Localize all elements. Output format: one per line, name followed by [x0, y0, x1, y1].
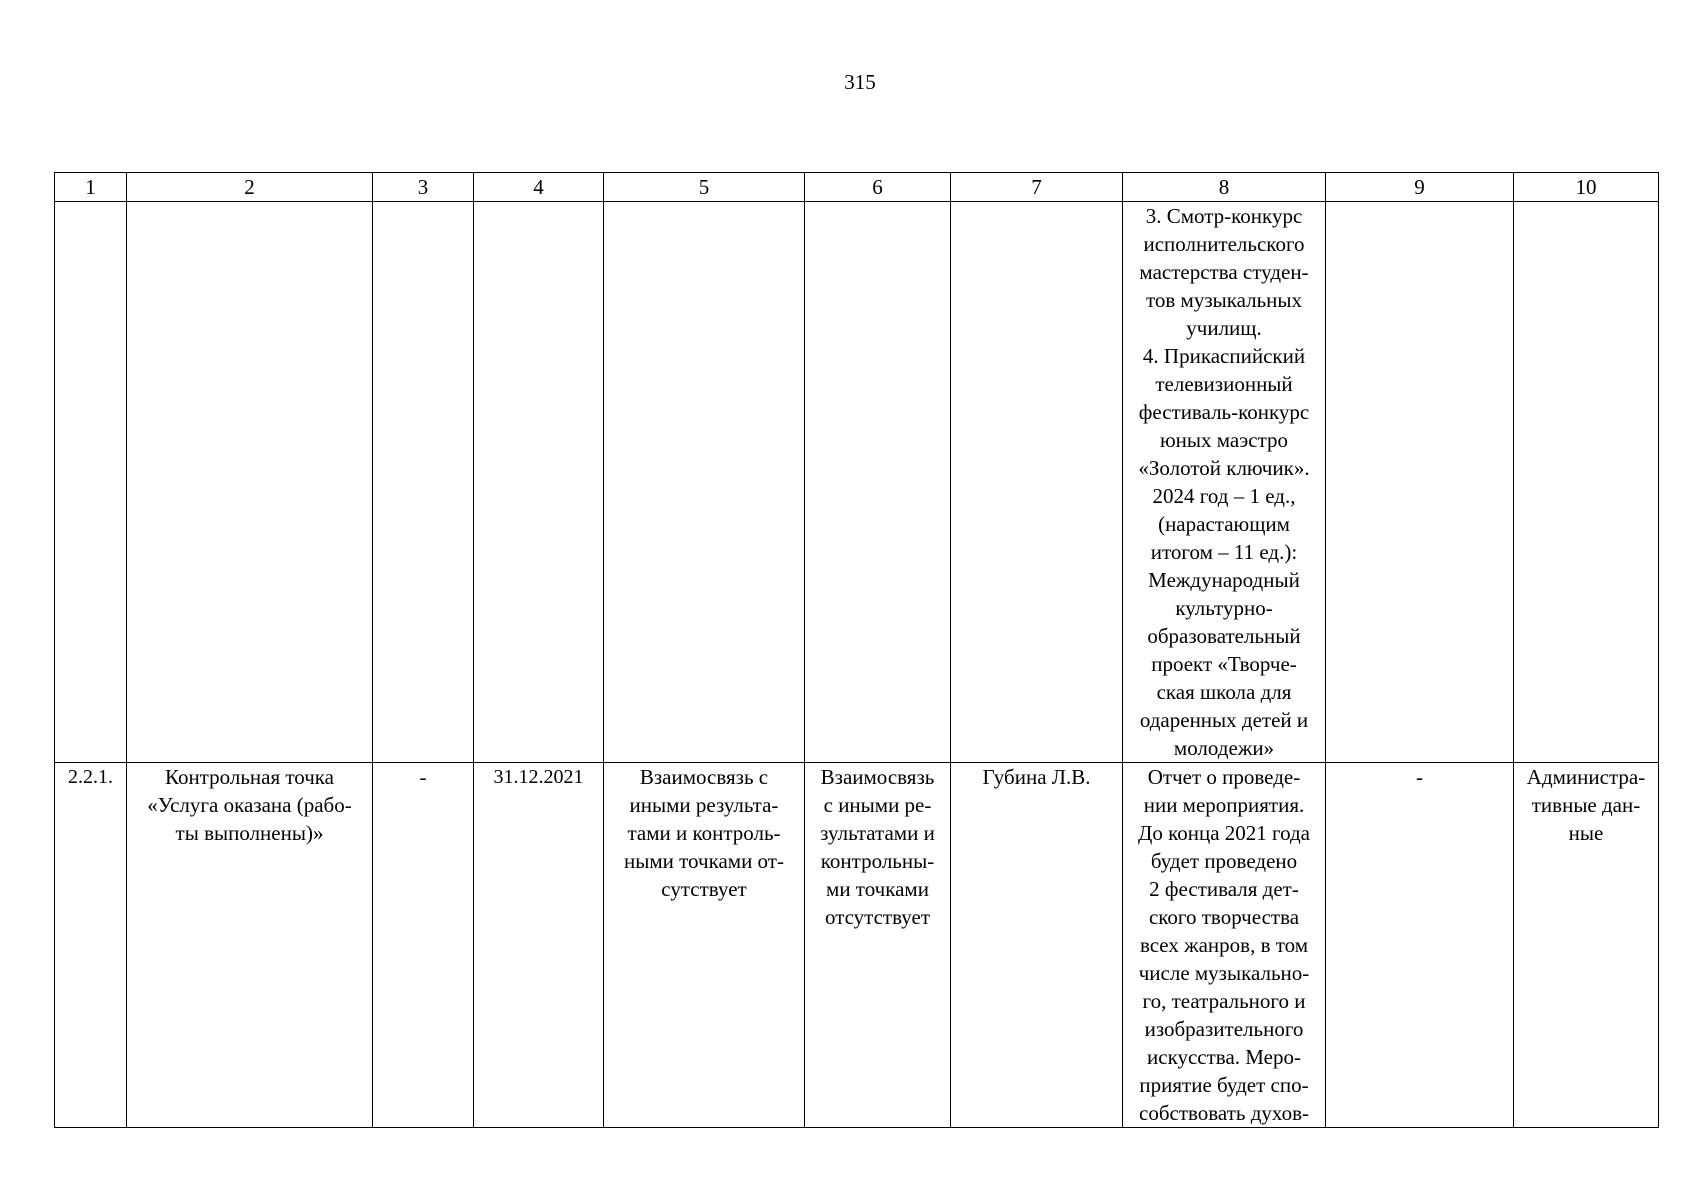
column-number: 8 [1123, 173, 1326, 202]
table-row [55, 202, 1659, 763]
table-cell [604, 202, 805, 763]
date-cell: 31.12.2021 [474, 763, 604, 1128]
column-number: 4 [474, 173, 604, 202]
table-cell: - [1326, 763, 1514, 1128]
table-cell [1514, 202, 1659, 763]
table-cell [474, 202, 604, 763]
relation-cell: Взаимосвязь с иными ре- зультатами и контрольны- ми точками отсутствует [805, 763, 951, 1128]
table-cell [373, 202, 474, 763]
table-row [55, 763, 1659, 1128]
column-number: 5 [604, 173, 805, 202]
table-cell [1326, 202, 1514, 763]
data-source-cell: Администра- тивные дан- ные [1514, 763, 1659, 1128]
column-number-row [55, 173, 1659, 202]
column-number: 7 [951, 173, 1123, 202]
result-description-cell: Отчет о проведе- нии мероприятия. До конца 2021 года будет проведено 2 фестиваля дет- ского творчества всех жанров, в том числе музыкально- го, театрального и изобразительного искусства. Меро- приятие будет спо- собствовать духов- [1123, 763, 1326, 1128]
item-name-cell: Контрольная точка «Услуга оказана (рабо- ты выполнены)» [127, 763, 373, 1128]
table-cell [55, 202, 127, 763]
column-number: 10 [1514, 173, 1659, 202]
relation-cell: Взаимосвязь с иными результа- тами и контроль- ными точками от- сутствует [604, 763, 805, 1128]
table-cell: - [373, 763, 474, 1128]
column-number: 3 [373, 173, 474, 202]
event-list-cell: 3. Смотр-конкурс исполнительского мастерства студен- тов музыкальных училищ. 4. Прикаспийский телевизионный фестиваль-конкурс юных маэстро «Золотой ключик». 2024 год – 1 ед., (нарастающим итогом – 11 ед.): Международный культурно- образовательный проект «Творче- ская школа для одаренных детей и молодежи» [1123, 202, 1326, 763]
plan-table [54, 172, 1659, 1128]
table-cell [127, 202, 373, 763]
column-number: 1 [55, 173, 127, 202]
column-number: 2 [127, 173, 373, 202]
column-number: 9 [1326, 173, 1514, 202]
page-number: 315 [844, 70, 876, 94]
column-number: 6 [805, 173, 951, 202]
table-cell [805, 202, 951, 763]
responsible-cell: Губина Л.В. [951, 763, 1123, 1128]
table-cell [951, 202, 1123, 763]
item-number-cell: 2.2.1. [55, 763, 127, 1128]
